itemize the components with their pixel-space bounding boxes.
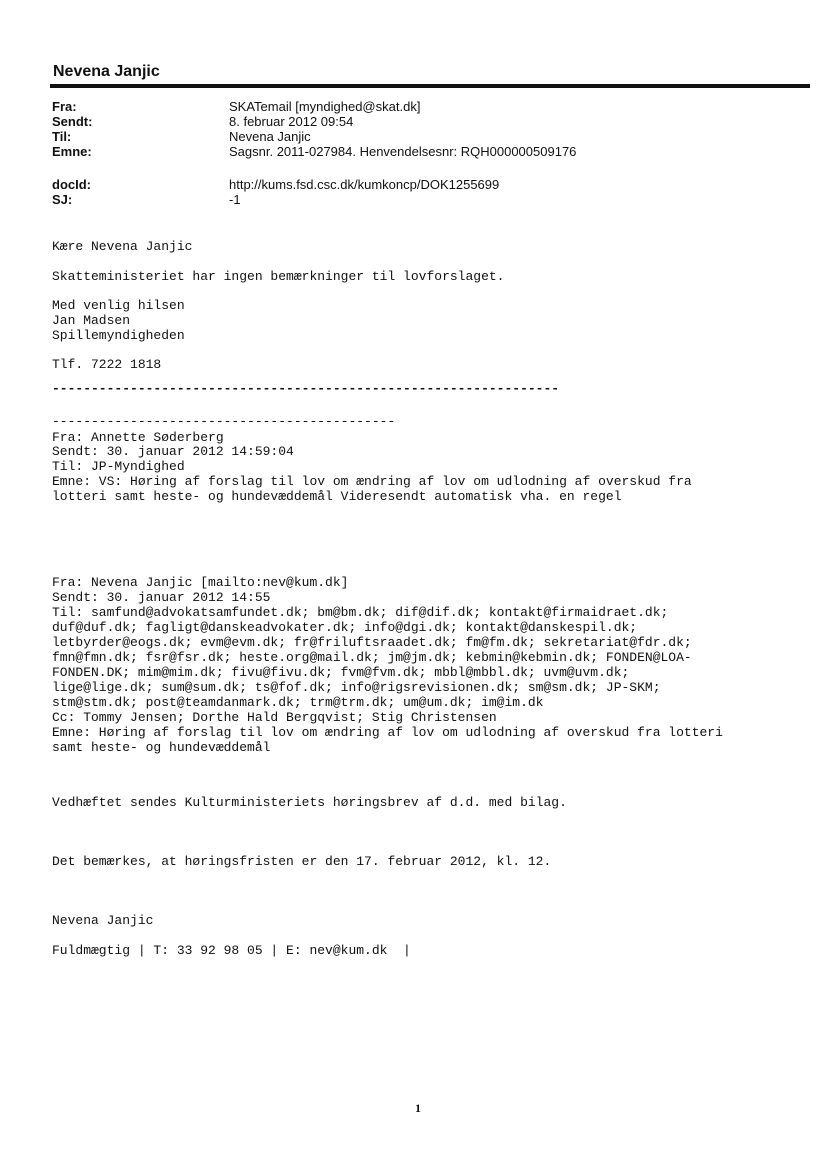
sent-value: 8. februar 2012 09:54 — [229, 114, 354, 129]
fwd2-to-line: fmn@fmn.dk; fsr@fsr.dk; heste.org@mail.dk; jm@jm.dk; kebmin@kebmin.dk; FONDEN@LOA- — [52, 650, 692, 665]
fwd2-sent: Sendt: 30. januar 2012 14:55 — [52, 590, 271, 605]
greeting: Kære Nevena Janjic — [52, 239, 193, 254]
fwd2-subject-line2: samt heste- og hundevæddemål — [52, 740, 271, 755]
separator-bold: ----------------------------------------------------------------- — [52, 381, 560, 396]
fwd1-subject-line2: lotteri samt heste- og hundevæddemål Videresendt automatisk vha. en regel — [52, 489, 622, 504]
sj-value: -1 — [229, 192, 241, 207]
fwd2-to-line: letbyrder@eogs.dk; evm@evm.dk; fr@friluftsraadet.dk; fm@fm.dk; sekretariat@fdr.dk; — [52, 635, 692, 650]
fwd2-from: Fra: Nevena Janjic [mailto:nev@kum.dk] — [52, 575, 349, 590]
fwd2-to-line: duf@duf.dk; fagligt@danskeadvokater.dk; info@dgi.dk; kontakt@danskespil.dk; — [52, 620, 638, 635]
separator-thin: -------------------------------------------- — [52, 414, 396, 429]
signoff-line: Med venlig hilsen — [52, 298, 185, 313]
fwd1-from: Fra: Annette Søderberg — [52, 430, 224, 445]
fwd1-to: Til: JP-Myndighed — [52, 459, 185, 474]
fwd2-to-line: Til: samfund@advokatsamfundet.dk; bm@bm.dk; dif@dif.dk; kontakt@firmaidraet.dk; — [52, 605, 669, 620]
fwd2-subject-line1: Emne: Høring af forslag til lov om ændring af lov om udlodning af overskud fra lotteri — [52, 725, 723, 740]
statement: Skatteministeriet har ingen bemærkninger til lovforslaget. — [52, 269, 505, 284]
deadline-note: Det bemærkes, at høringsfristen er den 17. februar 2012, kl. 12. — [52, 854, 552, 869]
docid-label: docId: — [52, 177, 91, 192]
signoff-org: Spillemyndigheden — [52, 328, 185, 343]
to-value: Nevena Janjic — [229, 129, 311, 144]
fwd2-to-line: FONDEN.DK; mim@mim.dk; fivu@fivu.dk; fvm@fvm.dk; mbbl@mbbl.dk; uvm@uvm.dk; — [52, 665, 630, 680]
from-label: Fra: — [52, 99, 77, 114]
signature-name: Nevena Janjic — [52, 913, 154, 928]
attachment-note: Vedhæftet sendes Kulturministeriets høringsbrev af d.d. med bilag. — [52, 795, 567, 810]
signoff-name: Jan Madsen — [52, 313, 131, 328]
fwd1-sent: Sendt: 30. januar 2012 14:59:04 — [52, 444, 294, 459]
page-number: 1 — [415, 1101, 421, 1115]
to-label: Til: — [52, 129, 72, 144]
sj-label: SJ: — [52, 192, 73, 207]
sent-label: Sendt: — [52, 114, 93, 129]
title-rule — [50, 84, 810, 88]
fwd2-cc: Cc: Tommy Jensen; Dorthe Hald Bergqvist; Stig Christensen — [52, 710, 497, 725]
subject-value: Sagsnr. 2011-027984. Henvendelsesnr: RQH000000509176 — [229, 144, 577, 159]
from-value: SKATemail [myndighed@skat.dk] — [229, 99, 421, 114]
document-title: Nevena Janjic — [53, 63, 160, 80]
fwd1-subject-line1: Emne: VS: Høring af forslag til lov om ændring af lov om udlodning af overskud fra — [52, 474, 692, 489]
phone-line: Tlf. 7222 1818 — [52, 357, 162, 372]
fwd2-to-line: stm@stm.dk; post@teamdanmark.dk; trm@trm.dk; um@um.dk; im@im.dk — [52, 695, 544, 710]
docid-value: http://kums.fsd.csc.dk/kumkoncp/DOK1255699 — [229, 177, 500, 192]
fwd2-to-line: lige@lige.dk; sum@sum.dk; ts@fof.dk; info@rigsrevisionen.dk; sm@sm.dk; JP-SKM; — [52, 680, 661, 695]
subject-label: Emne: — [52, 144, 92, 159]
signature-line: Fuldmægtig | T: 33 92 98 05 | E: nev@kum.dk | — [52, 943, 411, 958]
